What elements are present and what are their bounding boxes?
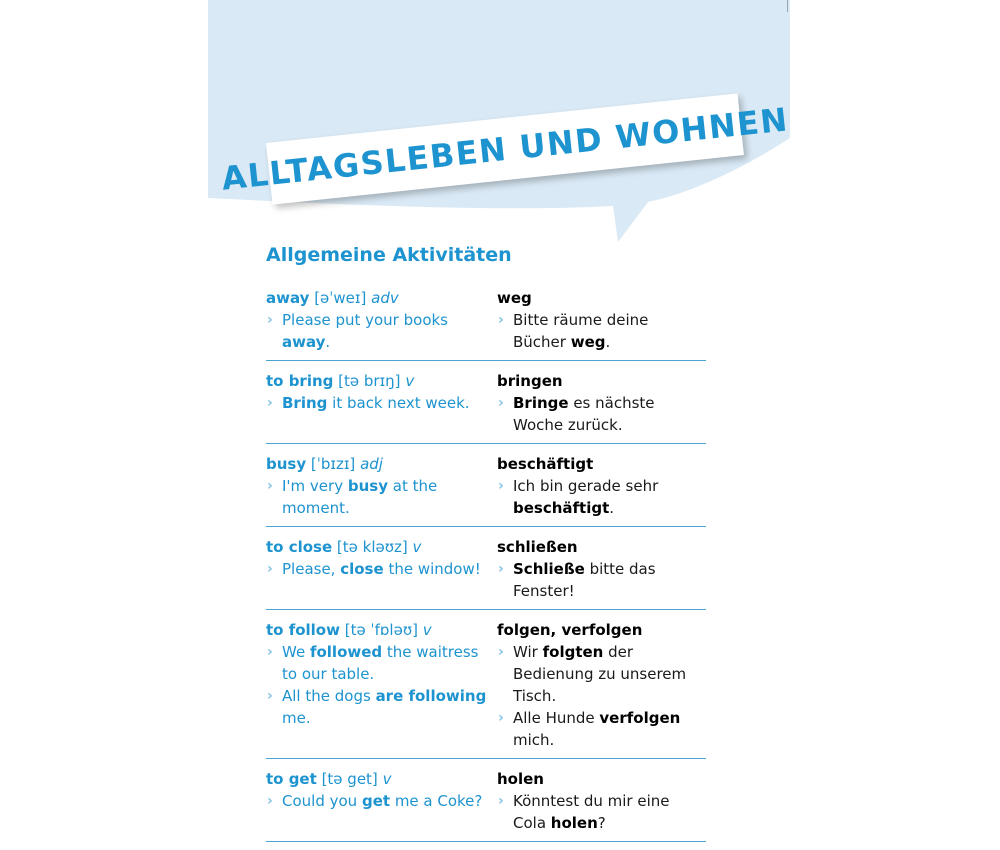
example-keyword: followed — [309, 643, 383, 661]
headword-line — [266, 453, 497, 475]
example-keyword: beschäftigt — [513, 499, 610, 517]
pronunciation: [tə get] — [321, 770, 378, 788]
example-sentence — [497, 309, 706, 353]
example-text: We — [282, 643, 310, 661]
chevron-right-icon: › — [498, 561, 504, 577]
example-text: I'm very — [282, 477, 348, 495]
pronunciation: [tə kləʊz] — [336, 538, 408, 556]
headword: away — [266, 289, 310, 307]
headword: bringen — [497, 372, 563, 390]
example-text: Wir — [513, 643, 543, 661]
headword-line — [497, 287, 706, 309]
example-sentence — [266, 641, 497, 685]
example-text: Could you — [282, 792, 362, 810]
headword-line — [266, 619, 497, 641]
pronunciation: [tə brɪŋ] — [338, 372, 401, 390]
headword: to bring — [266, 372, 334, 390]
example-sentence — [266, 558, 497, 580]
dictionary-page — [208, 0, 791, 832]
headword: schließen — [497, 538, 578, 556]
headword-line — [497, 453, 706, 475]
example-sentence — [497, 392, 706, 436]
pronunciation: [əˈweɪ] — [314, 289, 367, 307]
headword: to close — [266, 538, 333, 556]
english-column — [266, 536, 497, 602]
english-column — [266, 768, 497, 834]
example-text: it back next week. — [327, 394, 470, 412]
chevron-right-icon: › — [498, 478, 504, 494]
example-keyword: close — [340, 560, 384, 578]
part-of-speech: adj — [360, 455, 383, 473]
example-keyword: Bring — [282, 394, 328, 412]
example-keyword: Bringe — [513, 394, 569, 412]
german-column — [497, 453, 706, 519]
headword: weg — [497, 289, 532, 307]
dictionary-entry — [266, 369, 706, 444]
example-text: es nächste Woche zurück. — [513, 394, 655, 434]
example-text: . — [325, 333, 331, 351]
chevron-right-icon: › — [267, 688, 273, 704]
example-sentence — [266, 475, 497, 519]
dictionary-entry — [266, 286, 706, 361]
part-of-speech: v — [412, 538, 422, 556]
headword: holen — [497, 770, 544, 788]
example-text: ? — [597, 814, 606, 832]
example-text: Könntest du mir eine Cola — [513, 792, 670, 832]
english-column — [266, 287, 497, 353]
example-keyword: away — [282, 333, 326, 351]
example-sentence — [266, 392, 497, 414]
pronunciation: [tə ˈfɒləʊ] — [344, 621, 418, 639]
german-column — [497, 768, 706, 834]
example-text: Alle Hunde — [513, 709, 600, 727]
example-keyword: verfolgen — [599, 709, 681, 727]
headword-line — [266, 768, 497, 790]
headword: folgen, verfolgen — [497, 621, 643, 639]
chevron-right-icon: › — [498, 644, 504, 660]
headword: beschäftigt — [497, 455, 594, 473]
english-column — [266, 619, 497, 751]
example-keyword: are following — [375, 687, 487, 705]
example-text: Please put your books — [282, 311, 448, 329]
example-text: mich. — [513, 731, 555, 749]
part-of-speech: v — [382, 770, 392, 788]
chevron-right-icon: › — [498, 710, 504, 726]
example-sentence — [497, 475, 706, 519]
example-text: All the dogs — [282, 687, 376, 705]
example-text: . — [605, 333, 611, 351]
example-text: the waitress to our table. — [282, 643, 479, 683]
page-edge-mark — [787, 0, 788, 12]
example-text: bitte das Fenster! — [513, 560, 656, 600]
german-column — [497, 287, 706, 353]
example-sentence — [497, 707, 706, 751]
chevron-right-icon: › — [267, 644, 273, 660]
example-text: Please, — [282, 560, 341, 578]
dictionary-entry — [266, 535, 706, 610]
headword: to get — [266, 770, 317, 788]
example-text: der Bedienung zu unserem Tisch. — [513, 643, 687, 705]
example-sentence — [266, 309, 497, 353]
part-of-speech: adv — [371, 289, 399, 307]
chevron-right-icon: › — [267, 312, 273, 328]
example-sentence — [497, 790, 706, 834]
headword-line — [266, 370, 497, 392]
example-keyword: Schließe — [513, 560, 585, 578]
example-text: Bitte räume deine Bücher — [513, 311, 649, 351]
example-text: me a Coke? — [390, 792, 483, 810]
example-keyword: busy — [347, 477, 388, 495]
section-title: Allgemeine Aktivitäten — [266, 244, 512, 266]
headword-line — [497, 619, 706, 641]
headword-line — [497, 536, 706, 558]
chevron-right-icon: › — [498, 793, 504, 809]
headword-line — [266, 536, 497, 558]
example-keyword: weg — [570, 333, 606, 351]
example-sentence — [266, 790, 497, 812]
chevron-right-icon: › — [498, 395, 504, 411]
headword: to follow — [266, 621, 340, 639]
example-text: the window! — [383, 560, 481, 578]
example-text: at the moment. — [282, 477, 438, 517]
example-keyword: holen — [550, 814, 598, 832]
dictionary-entry — [266, 452, 706, 527]
entry-list — [266, 286, 706, 850]
example-text: Ich bin gerade sehr — [513, 477, 659, 495]
headword: busy — [266, 455, 307, 473]
chevron-right-icon: › — [267, 561, 273, 577]
headword-line — [497, 768, 706, 790]
chevron-right-icon: › — [498, 312, 504, 328]
dictionary-entry — [266, 618, 706, 759]
german-column — [497, 536, 706, 602]
chapter-title: ALLTAGSLEBEN UND WOHNEN — [219, 100, 791, 198]
chevron-right-icon: › — [267, 793, 273, 809]
english-column — [266, 370, 497, 436]
dictionary-entry — [266, 767, 706, 842]
part-of-speech: v — [422, 621, 432, 639]
example-sentence — [497, 558, 706, 602]
example-sentence — [497, 641, 706, 707]
chevron-right-icon: › — [267, 395, 273, 411]
headword-line — [266, 287, 497, 309]
example-keyword: get — [361, 792, 391, 810]
example-sentence — [266, 685, 497, 729]
german-column — [497, 619, 706, 751]
chevron-right-icon: › — [267, 478, 273, 494]
headword-line — [497, 370, 706, 392]
example-keyword: folgten — [542, 643, 604, 661]
part-of-speech: v — [405, 372, 415, 390]
example-text: me. — [282, 709, 311, 727]
example-text: . — [609, 499, 615, 517]
pronunciation: [ˈbɪzɪ] — [310, 455, 356, 473]
english-column — [266, 453, 497, 519]
german-column — [497, 370, 706, 436]
